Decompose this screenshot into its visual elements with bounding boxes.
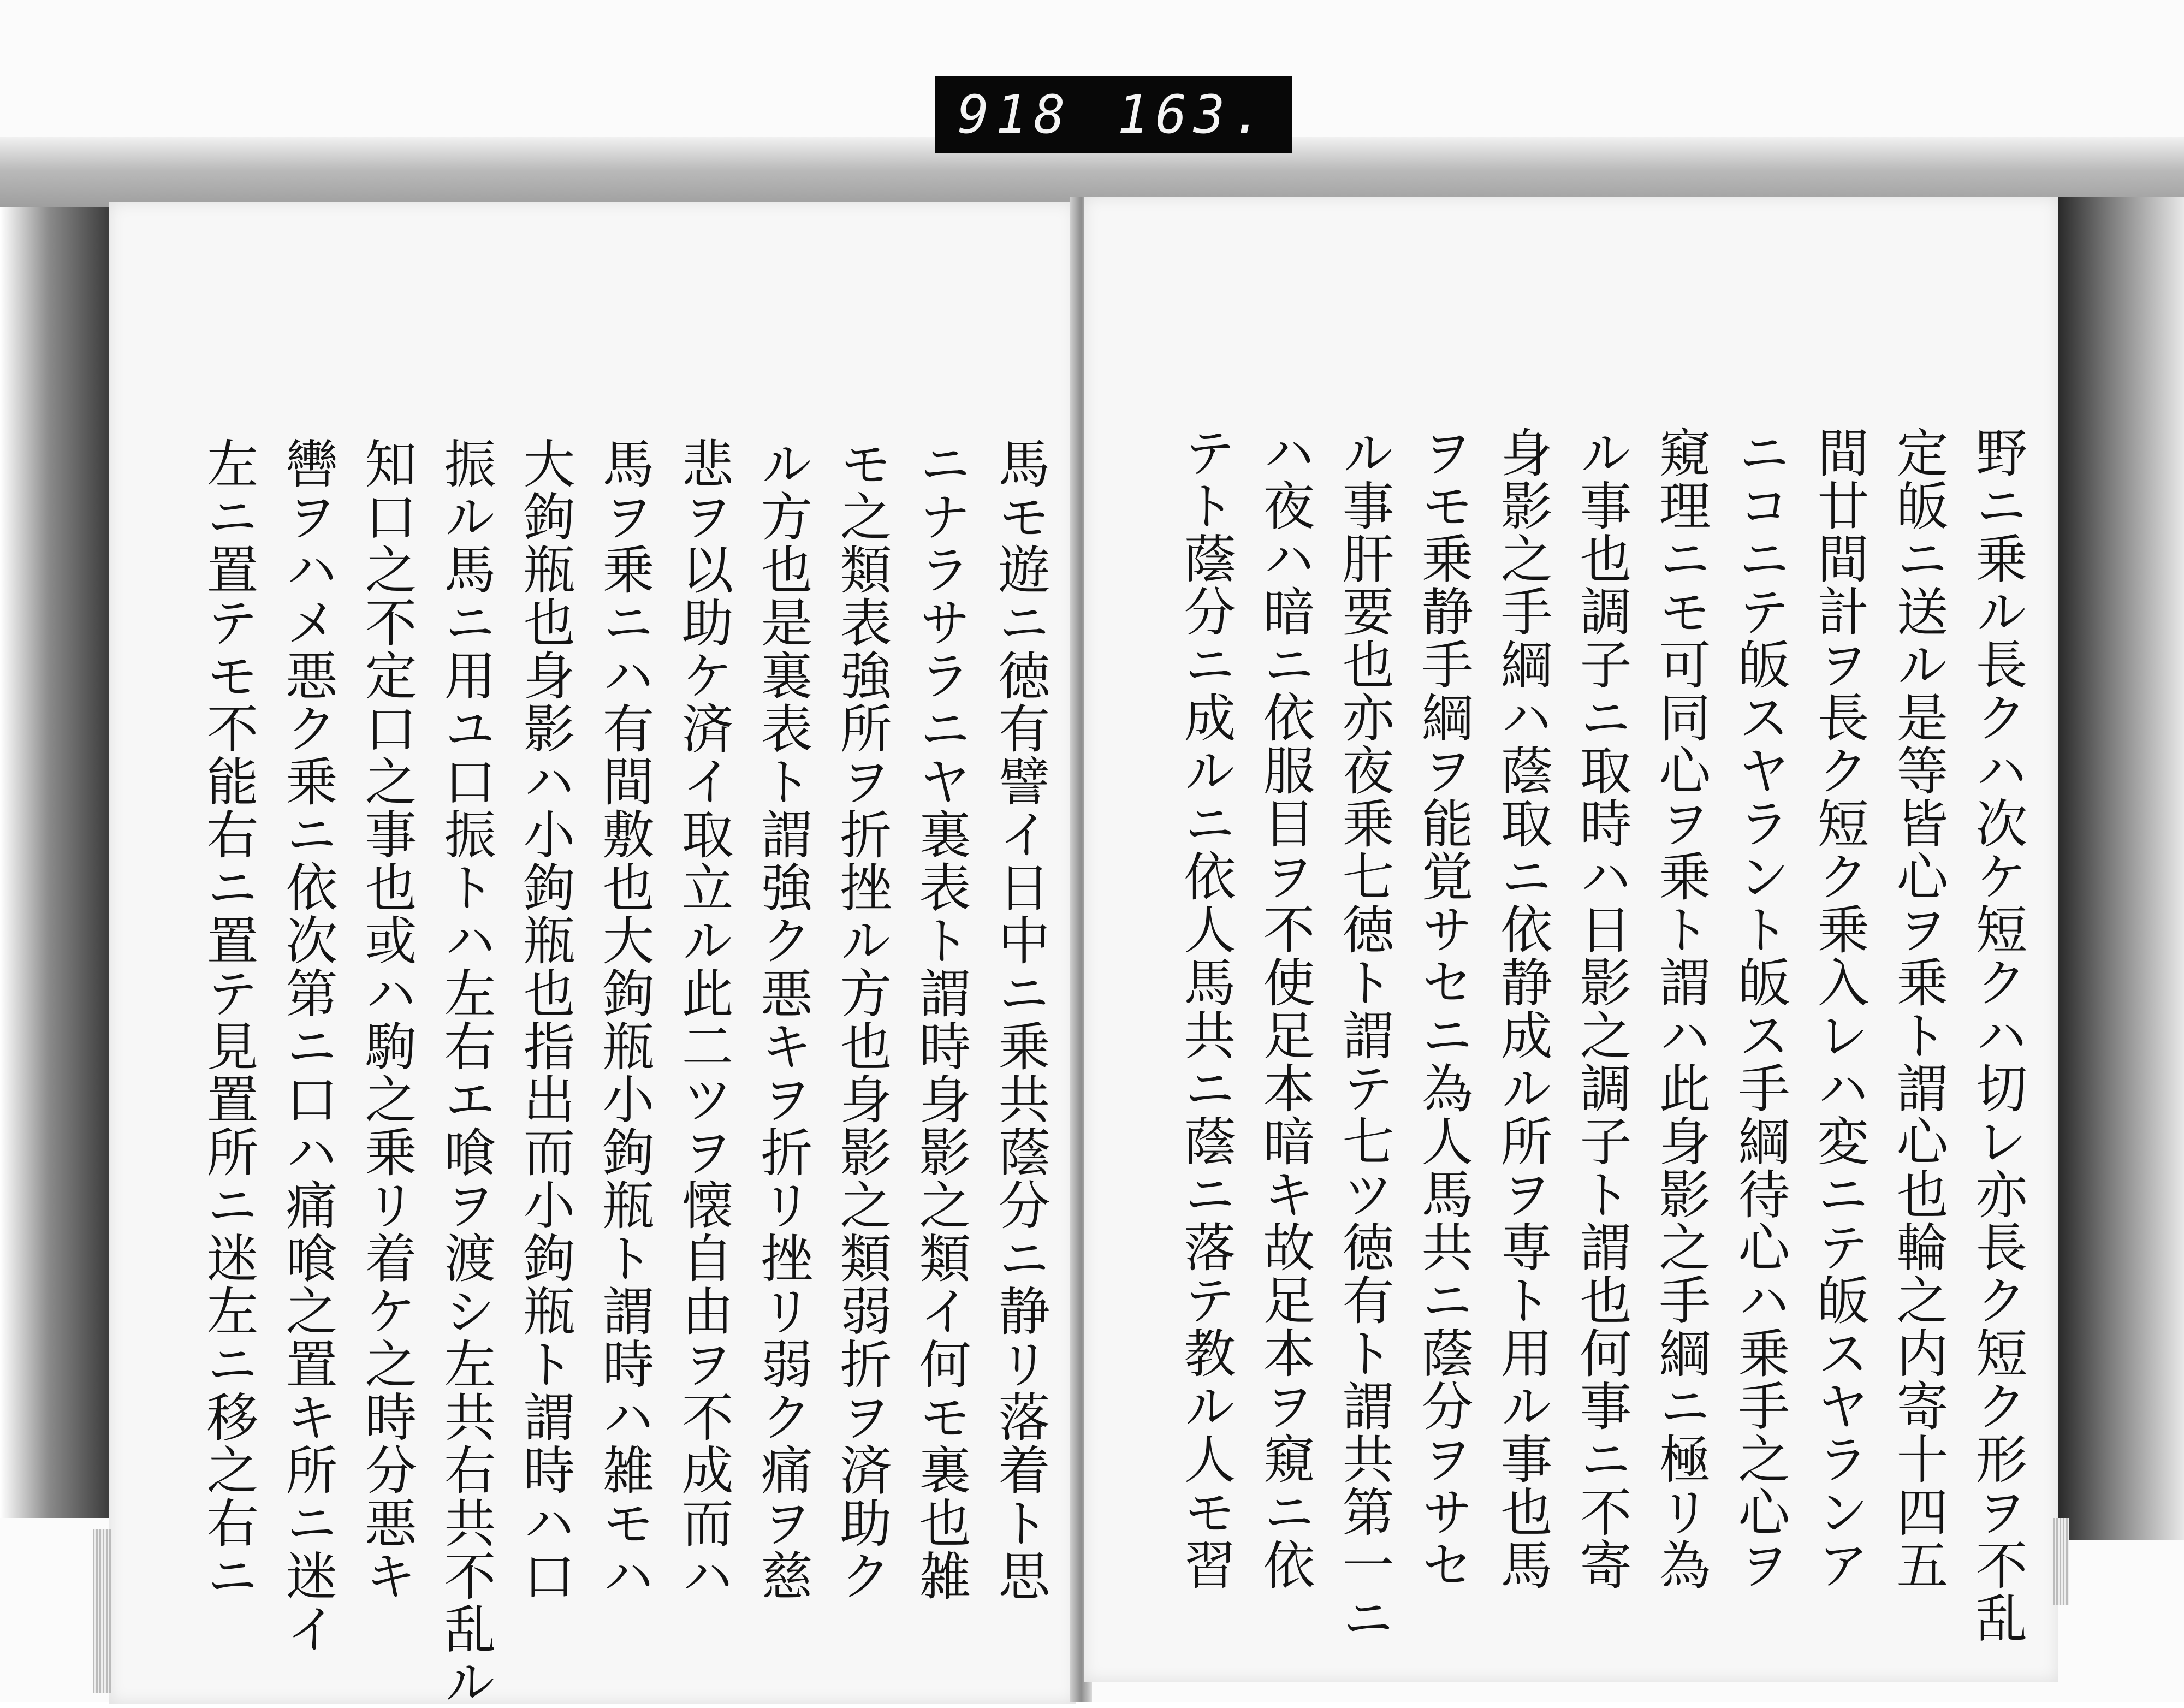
- left-line-4: ル方也是裏表ト謂強ク悪キヲ折リ挫リ弱ク痛ヲ慈: [752, 437, 812, 1602]
- left-page-edges: [93, 1529, 112, 1693]
- reel-number: 918: [957, 84, 1072, 145]
- right-line-5: 窺理ニモ可同心ヲ乗ト謂ハ此身影之手綱ニ極リ為: [1651, 426, 1711, 1591]
- right-line-6: ル事也調子ニ取時ハ日影之調子ト謂也何事ニ不寄: [1571, 426, 1631, 1591]
- right-page-edges: [2053, 1518, 2069, 1605]
- right-line-3: 間廿間計ヲ長ク短ク乗入レハ変ニテ皈スヤランア: [1809, 426, 1869, 1591]
- right-line-4: ニコニテ皈スヤラント皈ス手綱待心ハ乗手之心ヲ: [1730, 426, 1790, 1591]
- right-line-9: ル事肝要也亦夜乗七徳ト謂テ七ツ徳有ト謂共第一ニ: [1334, 426, 1394, 1644]
- right-line-7: 身影之手綱ハ蔭取ニ依静成ル所ヲ専ト用ル事也馬: [1492, 426, 1552, 1591]
- left-line-8: 振ル馬ニ用ユ口振トハ左右エ喰ヲ渡シ左共右共不乱ル: [436, 437, 496, 1708]
- right-line-8: ヲモ乗静手綱ヲ能覚サセニ為人馬共ニ蔭分ヲサセ: [1413, 426, 1473, 1591]
- left-line-11: 左ニ置テモ不能右ニ置テ見置所ニ迷左ニ移之右ニ: [198, 437, 258, 1602]
- left-line-6: 馬ヲ乗ニハ有間敷也大鉤瓶小鉤瓶ト謂時ハ雑モハ: [594, 437, 654, 1602]
- right-page: [1084, 197, 2058, 1682]
- left-page: [109, 202, 1076, 1708]
- left-line-3: モ之類表強所ヲ折挫ル方也身影之類弱折ヲ済助ク: [832, 437, 892, 1602]
- left-line-5: 悲ヲ以助ケ済イ取立ル此二ツヲ懐自由ヲ不成而ハ: [673, 437, 733, 1602]
- left-line-9: 知口之不定口之事也或ハ駒之乗リ着ケ之時分悪キ: [357, 437, 417, 1602]
- left-edge-shadow: [0, 207, 109, 1518]
- right-line-1: 野ニ乗ル長クハ次ケ短クハ切レ亦長ク短ク形ヲ不乱: [1967, 426, 2027, 1644]
- right-edge-shadow: [2058, 197, 2184, 1540]
- right-line-11: テト蔭分ニ成ルニ依人馬共ニ蔭ニ落テ教ル人モ習: [1176, 426, 1236, 1591]
- left-line-2: ニナラサラニヤ裏表ト謂時身影之類イ何モ裏也雑: [911, 437, 971, 1602]
- left-line-7: 大鉤瓶也身影ハ小鉤瓶也指出而小鉤瓶ト謂時ハ口: [515, 437, 575, 1602]
- frame-number: 163.: [1117, 84, 1270, 145]
- left-line-10: 轡ヲハメ悪ク乗ニ依次第ニ口ハ痛喰之置キ所ニ迷イ: [277, 437, 337, 1655]
- right-line-10: ハ夜ハ暗ニ依服目ヲ不使足本暗キ故足本ヲ窺ニ依: [1255, 426, 1315, 1591]
- left-line-1: 馬モ遊ニ徳有譬イ日中ニ乗共蔭分ニ静リ落着ト思: [990, 437, 1050, 1602]
- microfilm-frame-label: [935, 76, 1292, 153]
- right-line-2: 定皈ニ送ル是等皆心ヲ乗ト謂心也輪之内寄十四五: [1888, 426, 1948, 1591]
